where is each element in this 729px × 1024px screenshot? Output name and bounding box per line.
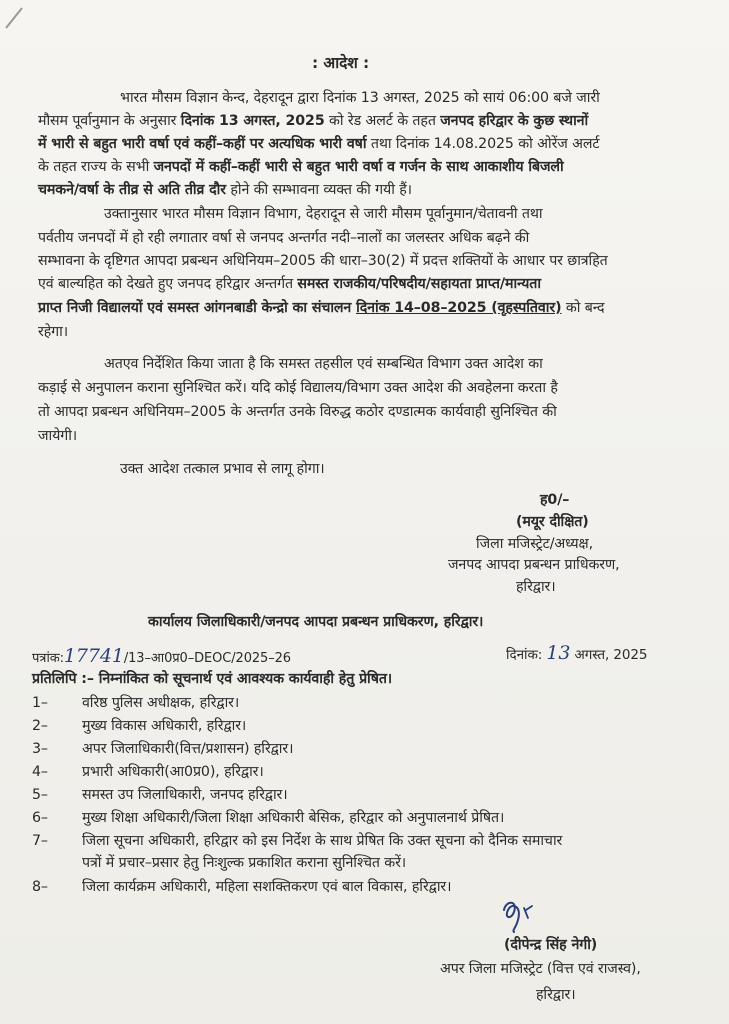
para2-line3: सम्भावना के दृष्टिगत आपदा प्रबन्धन अधिनियम–2005 की धारा–30(2) में प्रदत्त शक्तियों के आधार पर छात्रहित — [38, 253, 608, 269]
para1-line5: चमकने/वर्षा के तीव्र से अति तीव्र दौर होने की सम्भावना व्यक्त की गयी हैं। — [38, 182, 412, 198]
copy-item-number: 7– — [32, 833, 48, 849]
order-heading: : आदेश : — [312, 54, 370, 72]
copy-item: जिला कार्यक्रम अधिकारी, महिला सशक्तिकरण एवं बाल विकास, हरिद्वार। — [82, 879, 452, 895]
para4: उक्त आदेश तत्काल प्रभाव से लागू होगा। — [120, 461, 325, 477]
reference-number: पत्रांक:17741/13–आ0प्र0–DEOC/2025–26 — [32, 645, 291, 667]
para3-line3: तो आपदा प्रबन्धन अधिनियम–2005 के अन्तर्गत उनके विरुद्ध कठोर दण्डात्मक कार्यवाही सुनिश्चित की — [38, 404, 557, 420]
copy-item: प्रभारी अधिकारी(आ0प्र0), हरिद्वार। — [82, 764, 264, 780]
copy-item-number: 8– — [32, 879, 48, 895]
copy-item: जिला सूचना अधिकारी, हरिद्वार को इस निर्देश के साथ प्रेषित कि उक्त सूचना को दैनिक समाचार — [82, 833, 563, 849]
copy-heading: प्रतिलिपि :– निम्नांकित को सूचनार्थ एवं आवश्यक कार्यवाही हेतु प्रेषित। — [32, 671, 393, 687]
para3-line1: अतएव निर्देशित किया जाता है कि समस्त तहसील एवं सम्बन्धित विभाग उक्त आदेश का — [104, 356, 543, 372]
copy-item-number: 4– — [32, 764, 48, 780]
reference-date: दिनांक: 13 अगस्त, 2025 — [506, 642, 648, 664]
para2-line5: प्राप्त निजी विद्यालयों एवं समस्त आंगनबाडी केन्द्रो का संचालन दिनांक 14–08–2025 (वृहस्पतिवार) को बन्द — [38, 300, 605, 316]
para1-line2: मौसम पूर्वानुमान के अनुसार दिनांक 13 अगस्त, 2025 को रेड अलर्ट के तहत जनपद हरिद्वार के कुछ स्थानों — [38, 113, 589, 129]
para1-line4: के तहत राज्य के सभी जनपदों में कहीं–कहीं भारी से बहुत भारी वर्षा व गर्जन के साथ आकाशीय बिजली — [38, 159, 564, 175]
handwritten-signature-icon — [496, 896, 556, 936]
signed-mark: ह0/– — [540, 492, 570, 508]
copy-item-number: 6– — [32, 810, 48, 826]
office-line: कार्यालय जिलाधिकारी/जनपद आपदा प्रबन्धन प्राधिकरण, हरिद्वार। — [148, 614, 484, 630]
copy-item-continued: पत्रों में प्रचार–प्रसार हेतु निःशुल्क प्रकाशित कराना सुनिश्चित करें। — [82, 855, 407, 871]
copy-item: मुख्य विकास अधिकारी, हरिद्वार। — [82, 718, 247, 734]
copy-item-number: 2– — [32, 718, 48, 734]
signatory2-designation: अपर जिला मजिस्ट्रेट (वित्त एवं राजस्व), — [440, 961, 641, 977]
signatory1-name: (मयूर दीक्षित) — [516, 514, 589, 530]
para2-line2: पर्वतीय जनपदों में हो रही लगातार वर्षा से जनपद अन्तर्गत नदी–नालों का जलस्तर अधिक बढ़ने की — [38, 230, 530, 246]
para1-line3: में भारी से बहुत भारी वर्षा एवं कहीं–कहीं पर अत्यधिक भारी वर्षा तथा दिनांक 14.08.2025 को ओरेंज अलर्ट — [38, 136, 600, 152]
signatory1-authority: जनपद आपदा प्रबन्धन प्राधिकरण, — [448, 557, 620, 573]
para2-line4: एवं बाल्यहित को देखते हुए जनपद हरिद्वार अन्तर्गत समस्त राजकीय/परिषदीय/सहायता प्राप्त/मान्यता — [38, 276, 541, 292]
copy-item-number: 5– — [32, 787, 48, 803]
signatory2-place: हरिद्वार। — [536, 987, 576, 1003]
corner-mark-icon — [2, 2, 32, 32]
para2-line6: रहेगा। — [38, 324, 68, 340]
copy-item-number: 3– — [32, 741, 48, 757]
copy-item: वरिष्ठ पुलिस अधीक्षक, हरिद्वार। — [82, 695, 240, 711]
signatory2-name: (दीपेन्द्र सिंह नेगी) — [504, 937, 598, 953]
signatory1-place: हरिद्वार। — [516, 579, 556, 595]
para1-line1: भारत मौसम विज्ञान केन्द, देहरादून द्वारा दिनांक 13 अगस्त, 2025 को सायं 06:00 बजे जारी — [120, 90, 600, 106]
para2-line1: उक्तानुसार भारत मौसम विज्ञान विभाग, देहरादून से जारी मौसम पूर्वानुमान/चेतावनी तथा — [104, 206, 543, 222]
copy-item: अपर जिलाधिकारी(वित्त/प्रशासन) हरिद्वार। — [82, 741, 294, 757]
para3-line4: जायेगी। — [38, 428, 78, 444]
signatory1-designation: जिला मजिस्ट्रेट/अध्यक्ष, — [476, 536, 593, 552]
copy-item: मुख्य शिक्षा अधिकारी/जिला शिक्षा अधिकारी बेसिक, हरिद्वार को अनुपालनार्थ प्रेषित। — [82, 810, 505, 826]
copy-item: समस्त उप जिलाधिकारी, जनपद हरिद्वार। — [82, 787, 288, 803]
copy-item-number: 1– — [32, 695, 48, 711]
para3-line2: कड़ाई से अनुपालन कराना सुनिश्चित करें। यदि कोई विद्यालय/विभाग उक्त आदेश की अवहेलना करता है — [38, 380, 558, 396]
